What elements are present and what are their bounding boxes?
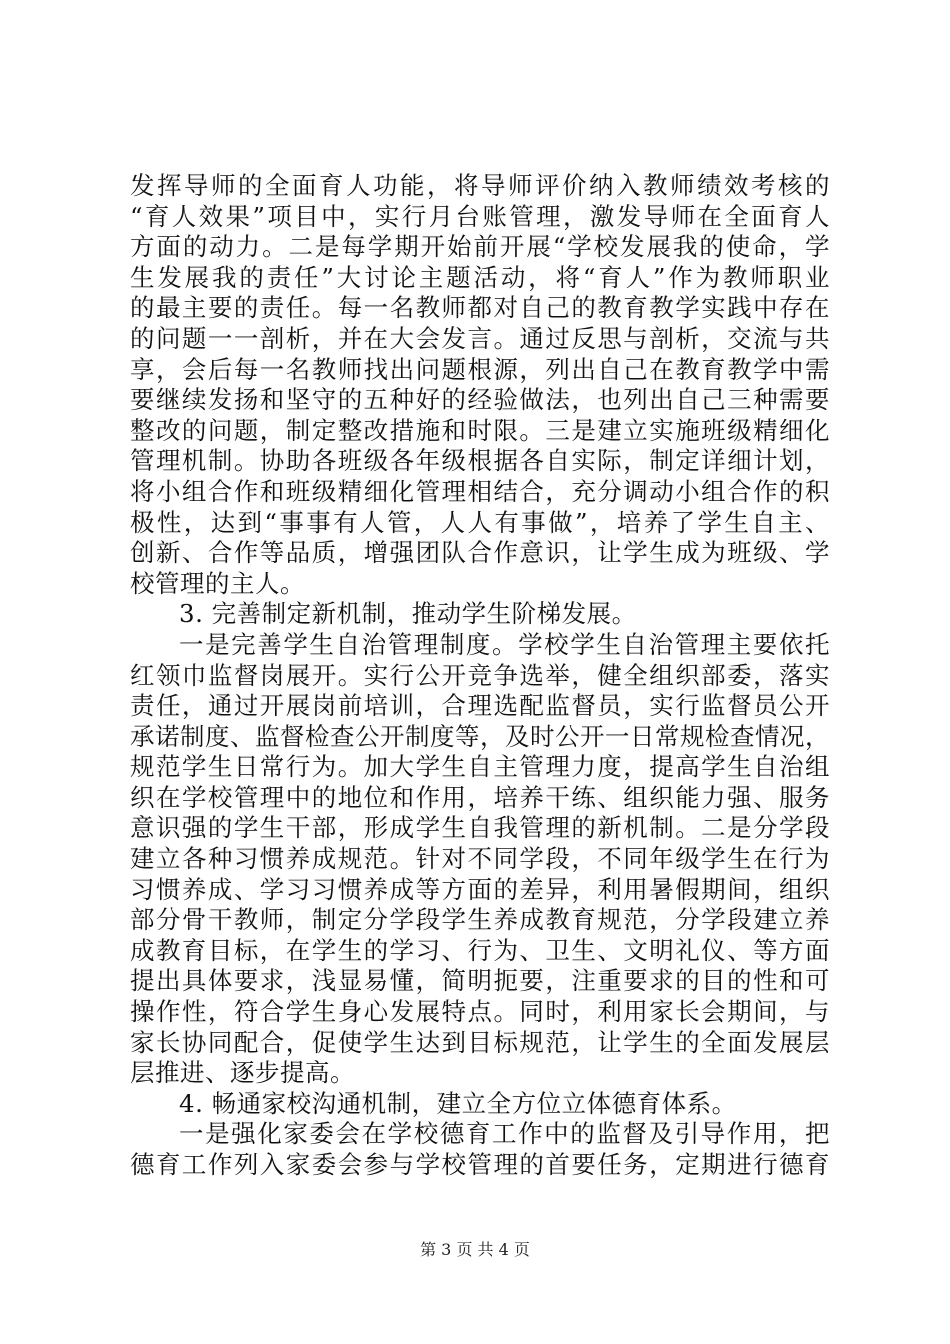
text-line: 习惯养成、学习习惯养成等方面的差异，利用暑假期间，组织 xyxy=(130,874,830,904)
text-line: 4. 畅通家校沟通机制，建立全方位立体德育体系。 xyxy=(179,1088,737,1118)
text-line: 要继续发扬和坚守的五种好的经验做法，也列出自己三种需要 xyxy=(130,385,830,415)
text-line: 将小组合作和班级精细化管理相结合，充分调动小组合作的积 xyxy=(130,476,830,506)
text-line: 发挥导师的全面育人功能，将导师评价纳入教师绩效考核的 xyxy=(130,171,830,200)
text-line: 家长协同配合，促使学生达到目标规范，让学生的全面发展层 xyxy=(130,1027,830,1057)
text-line: 整改的问题，制定整改措施和时限。三是建立实施班级精细化 xyxy=(130,415,830,445)
text-line: 意识强的学生干部，形成学生自我管理的新机制。二是分学段 xyxy=(130,813,830,843)
text-line: 校管理的主人。 xyxy=(130,568,305,598)
text-line: 提出具体要求，浅显易懂，简明扼要，注重要求的目的性和可 xyxy=(130,966,830,996)
text-line: 极性，达到“事事有人管，人人有事做”，培养了学生自主、 xyxy=(130,507,830,537)
text-line: 建立各种习惯养成规范。针对不同学段，不同年级学生在行为 xyxy=(130,844,830,874)
text-line: 成教育目标，在学生的学习、行为、卫生、文明礼仪、等方面 xyxy=(130,935,830,965)
text-line: 享，会后每一名教师找出问题根源，列出自己在教育教学中需 xyxy=(130,354,830,384)
text-line: 德育工作列入家委会参与学校管理的首要任务，定期进行德育 xyxy=(130,1150,830,1179)
text-line: 管理机制。协助各班级各年级根据各自实际，制定详细计划， xyxy=(130,446,830,476)
text-line: “育人效果”项目中，实行月台账管理，激发导师在全面育人 xyxy=(130,201,830,231)
text-line: 的最主要的责任。每一名教师都对自己的教育教学实践中存在 xyxy=(130,293,830,323)
text-line: 创新、合作等品质，增强团队合作意识，让学生成为班级、学 xyxy=(130,538,830,568)
text-line: 一是强化家委会在学校德育工作中的监督及引导作用，把 xyxy=(179,1119,830,1149)
text-line: 部分骨干教师，制定分学段学生养成教育规范，分学段建立养 xyxy=(130,905,830,935)
text-line: 3. 完善制定新机制，推动学生阶梯发展。 xyxy=(179,599,637,629)
text-line: 生发展我的责任”大讨论主题活动，将“育人”作为教师职业 xyxy=(130,262,830,292)
page-footer: 第 3 页 共 4 页 xyxy=(420,1240,530,1259)
text-line: 规范学生日常行为。加大学生自主管理力度，提高学生自治组 xyxy=(130,752,830,782)
text-line: 的问题一一剖析，并在大会发言。通过反思与剖析，交流与共 xyxy=(130,323,830,353)
text-line: 承诺制度、监督检查公开制度等，及时公开一日常规检查情况， xyxy=(130,721,830,751)
text-line: 责任，通过开展岗前培训，合理选配监督员，实行监督员公开 xyxy=(130,691,830,721)
text-line: 织在学校管理中的地位和作用，培养干练、组织能力强、服务 xyxy=(130,782,830,812)
text-line: 红领巾监督岗展开。实行公开竞争选举，健全组织部委，落实 xyxy=(130,660,830,690)
text-line: 方面的动力。二是每学期开始前开展“学校发展我的使命，学 xyxy=(130,232,830,262)
body-text xyxy=(130,171,830,1181)
text-line: 层推进、逐步提高。 xyxy=(130,1058,355,1088)
text-line: 操作性，符合学生身心发展特点。同时，利用家长会期间，与 xyxy=(130,997,830,1027)
text-line: 一是完善学生自治管理制度。学校学生自治管理主要依托 xyxy=(179,629,830,659)
